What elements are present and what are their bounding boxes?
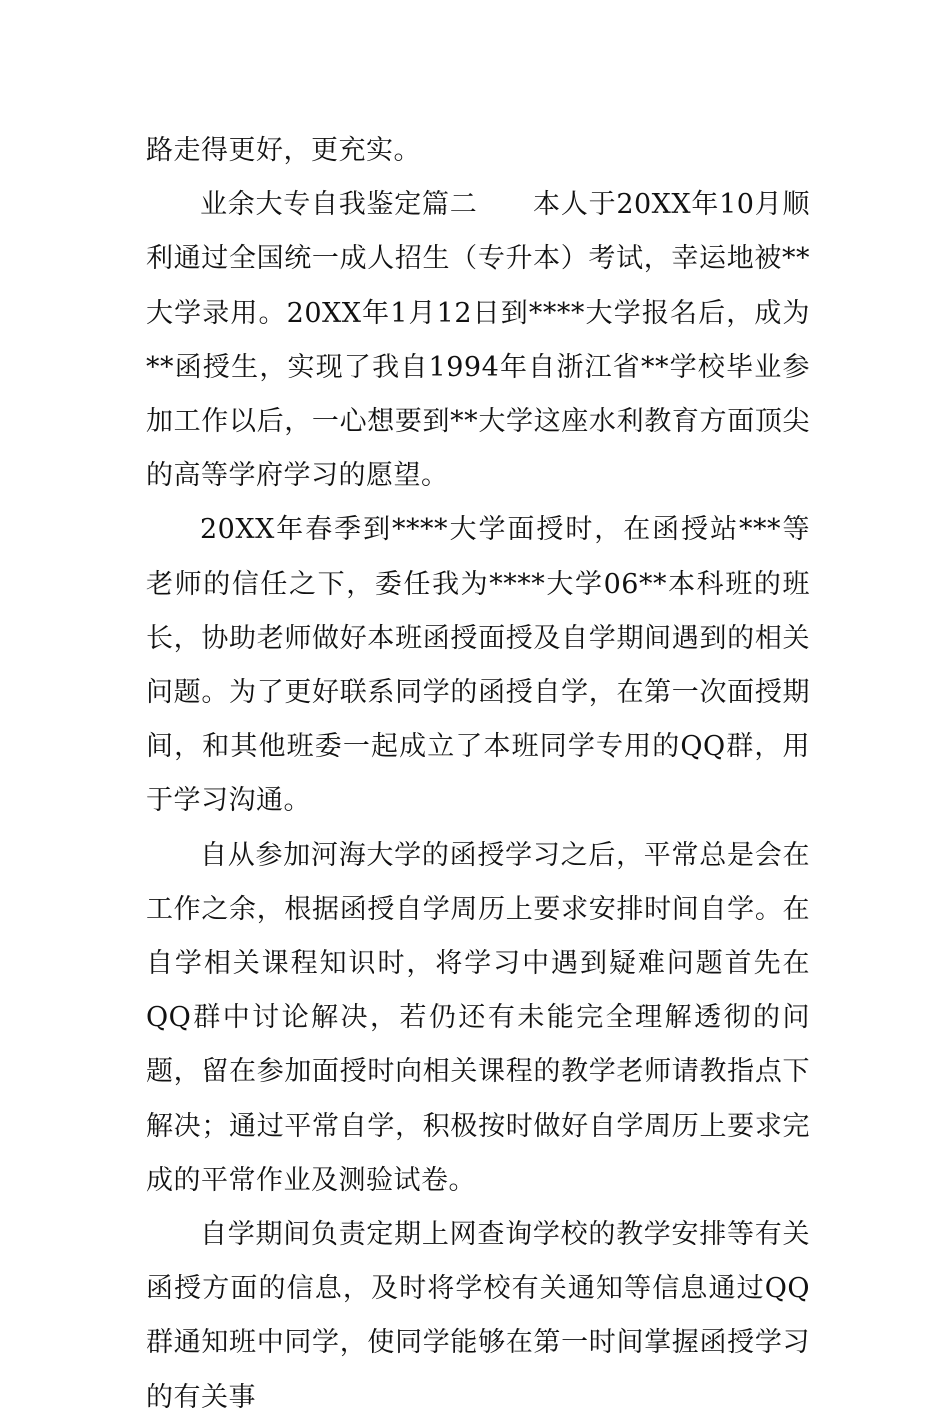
paragraph-4: 自从参加河海大学的函授学习之后，平常总是会在工作之余，根据函授自学周历上要求安排时间自学。在自学相关课程知识时，将学习中遇到疑难问题首先在QQ群中讨论解决，若仍还有未能完全理解透彻的问题，留在参加面授时向相关课程的教学老师请教指点下解决；通过平常自学，积极按时做好自学周历上要求完成的平常作业及测验试卷。 (146, 839, 810, 1196)
paragraph-5: 自学期间负责定期上网查询学校的教学安排等有关函授方面的信息，及时将学校有关通知等信息通过QQ群通知班中同学，使同学能够在第一时间掌握函授学习的有关事 (146, 1219, 810, 1413)
document-body (146, 124, 810, 1425)
paragraph-1: 路走得更好，更充实。 (146, 135, 421, 166)
paragraph-2: 业余大专自我鉴定篇二 本人于20XX年10月顺利通过全国统一成人招生（专升本）考试，幸运地被**大学录用。20XX年1月12日到****大学报名后，成为**函授生，实现了我自1994年自浙江省**学校毕业参加工作以后，一心想要到**大学这座水利教育方面顶尖的高等学府学习的愿望。 (146, 189, 810, 492)
paragraph-3: 20XX年春季到****大学面授时，在函授站***等老师的信任之下，委任我为****大学06**本科班的班长，协助老师做好本班函授面授及自学期间遇到的相关问题。为了更好联系同学的函授自学，在第一次面授期间，和其他班委一起成立了本班同学专用的QQ群，用于学习沟通。 (146, 514, 810, 817)
